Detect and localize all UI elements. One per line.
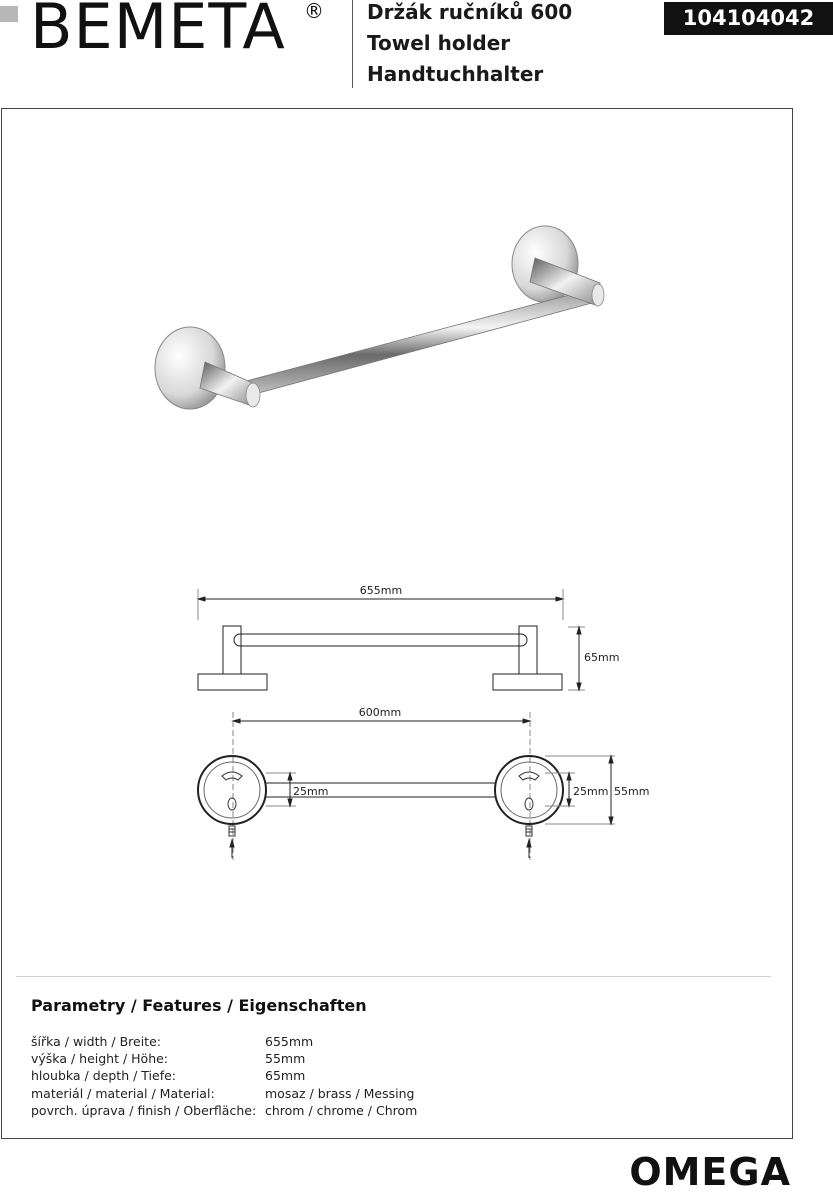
product-title-cz: Držák ručníků 600: [367, 0, 573, 24]
features-divider: [16, 976, 771, 977]
feature-label: hloubka / depth / Tiefe:: [31, 1068, 176, 1083]
brand-logo: BEMETA: [30, 0, 286, 63]
feature-value: 655mm: [265, 1034, 314, 1049]
product-title-de: Handtuchhalter: [367, 62, 544, 86]
feature-value: mosaz / brass / Messing: [265, 1086, 415, 1101]
bar-diameter-label-right: 25mm: [573, 785, 609, 798]
bar-outline: [234, 634, 527, 646]
right-base: [493, 674, 562, 690]
feature-label: šířka / width / Breite:: [31, 1034, 161, 1049]
registered-mark: ®: [304, 0, 324, 23]
left-rosette-outer: [198, 756, 266, 824]
left-base: [198, 674, 267, 690]
bar-diameter-label-left: 25mm: [293, 785, 329, 798]
spacing-dimension-label: 600mm: [358, 706, 402, 719]
feature-label: povrch. úprava / finish / Oberfläche:: [31, 1103, 257, 1118]
feature-value: 65mm: [265, 1068, 306, 1083]
depth-dimension-label: 65mm: [584, 651, 620, 664]
feature-value: chrom / chrome / Chrom: [265, 1103, 418, 1118]
base-diameter-label: 55mm: [614, 785, 650, 798]
product-series-name: OMEGA: [629, 1150, 791, 1194]
feature-label: výška / height / Höhe:: [31, 1051, 169, 1066]
right-rosette-outer: [495, 756, 563, 824]
product-code-badge: 104104042: [664, 2, 833, 35]
feature-label: materiál / material / Material:: [31, 1086, 215, 1101]
width-dimension-label: 655mm: [359, 584, 403, 597]
feature-value: 55mm: [265, 1051, 306, 1066]
left-post-outline: [223, 626, 241, 674]
right-post-outline: [519, 626, 537, 674]
product-title-en: Towel holder: [367, 31, 511, 55]
features-title: Parametry / Features / Eigenschaften: [31, 996, 367, 1015]
